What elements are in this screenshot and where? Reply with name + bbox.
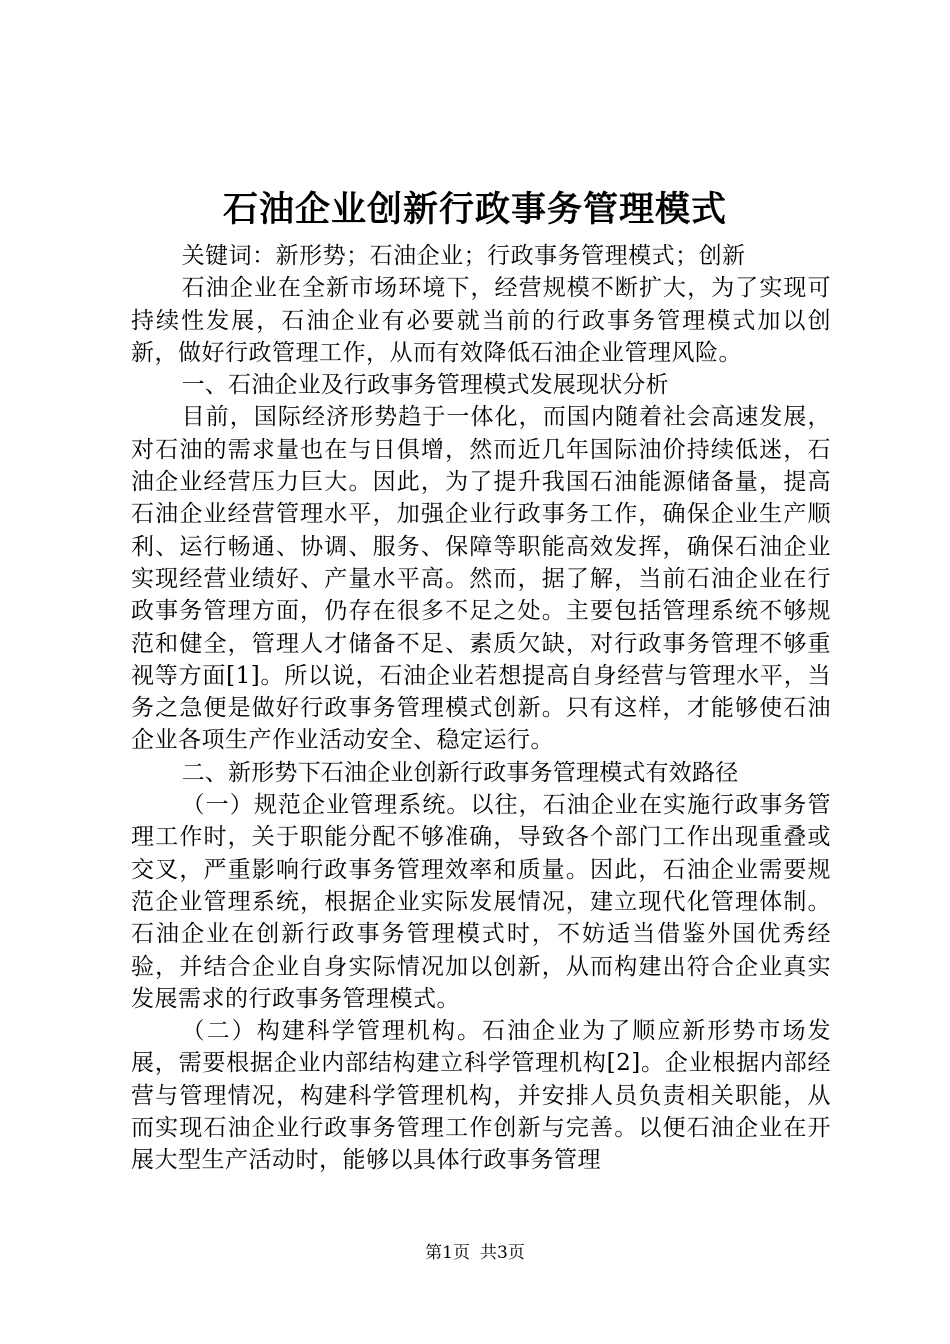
section-1-paragraph: 目前，国际经济形势趋于一体化，而国内随着社会高速发展，对石油的需求量也在与日俱增，然而近几年国际油价持续低迷，石油企业经营压力巨大。因此，为了提升我国石油能源储备量，提高石油企业经营管理水平，加强企业行政事务工作，确保企业生产顺利、运行畅通、协调、服务、保障等职能高效发挥，确保石油企业实现经营业绩好、产量水平高。然而，据了解，当前石油企业在行政事务管理方面，仍存在很多不足之处。主要包括管理系统不够规范和健全，管理人才储备不足、素质欠缺，对行政事务管理不够重视等方面[1]。所以说，石油企业若想提高自身经营与管理水平，当务之急便是做好行政事务管理模式创新。只有这样，才能够使石油企业各项生产作业活动安全、稳定运行。 (131, 404, 831, 754)
section-heading-1: 一、石油企业及行政事务管理模式发展现状分析 (181, 372, 669, 399)
document-title: 石油企业创新行政事务管理模式 (222, 189, 727, 230)
subsection-2-paragraph: （二）构建科学管理机构。石油企业为了顺应新形势市场发展，需要根据企业内部结构建立科学管理机构[2]。企业根据内部经营与管理情况，构建科学管理机构，并安排人员负责相关职能，从而实现石油企业行政事务管理工作创新与完善。以便石油企业在开展大型生产活动时，能够以具体行政事务管理 (131, 1018, 831, 1174)
section-heading-2: 二、新形势下石油企业创新行政事务管理模式有效路径 (181, 759, 739, 786)
page-number: 第1页 (425, 1243, 470, 1263)
intro-paragraph: 石油企业在全新市场环境下，经营规模不断扩大，为了实现可持续性发展，石油企业有必要就当前的行政事务管理模式加以创新，做好行政管理工作，从而有效降低石油企业管理风险。 (131, 275, 831, 366)
keywords-line: 关键词：新形势；石油企业；行政事务管理模式；创新 (181, 243, 746, 269)
page-footer (0, 1241, 950, 1265)
page-total: 共3页 (480, 1243, 525, 1263)
subsection-1-paragraph: （一）规范企业管理系统。以往，石油企业在实施行政事务管理工作时，关于职能分配不够准确，导致各个部门工作出现重叠或交叉，严重影响行政事务管理效率和质量。因此，石油企业需要规范企业管理系统，根据企业实际发展情况，建立现代化管理体制。石油企业在创新行政事务管理模式时，不妨适当借鉴外国优秀经验，并结合企业自身实际情况加以创新，从而构建出符合企业真实发展需求的行政事务管理模式。 (131, 792, 831, 1012)
document-body (131, 240, 831, 1177)
